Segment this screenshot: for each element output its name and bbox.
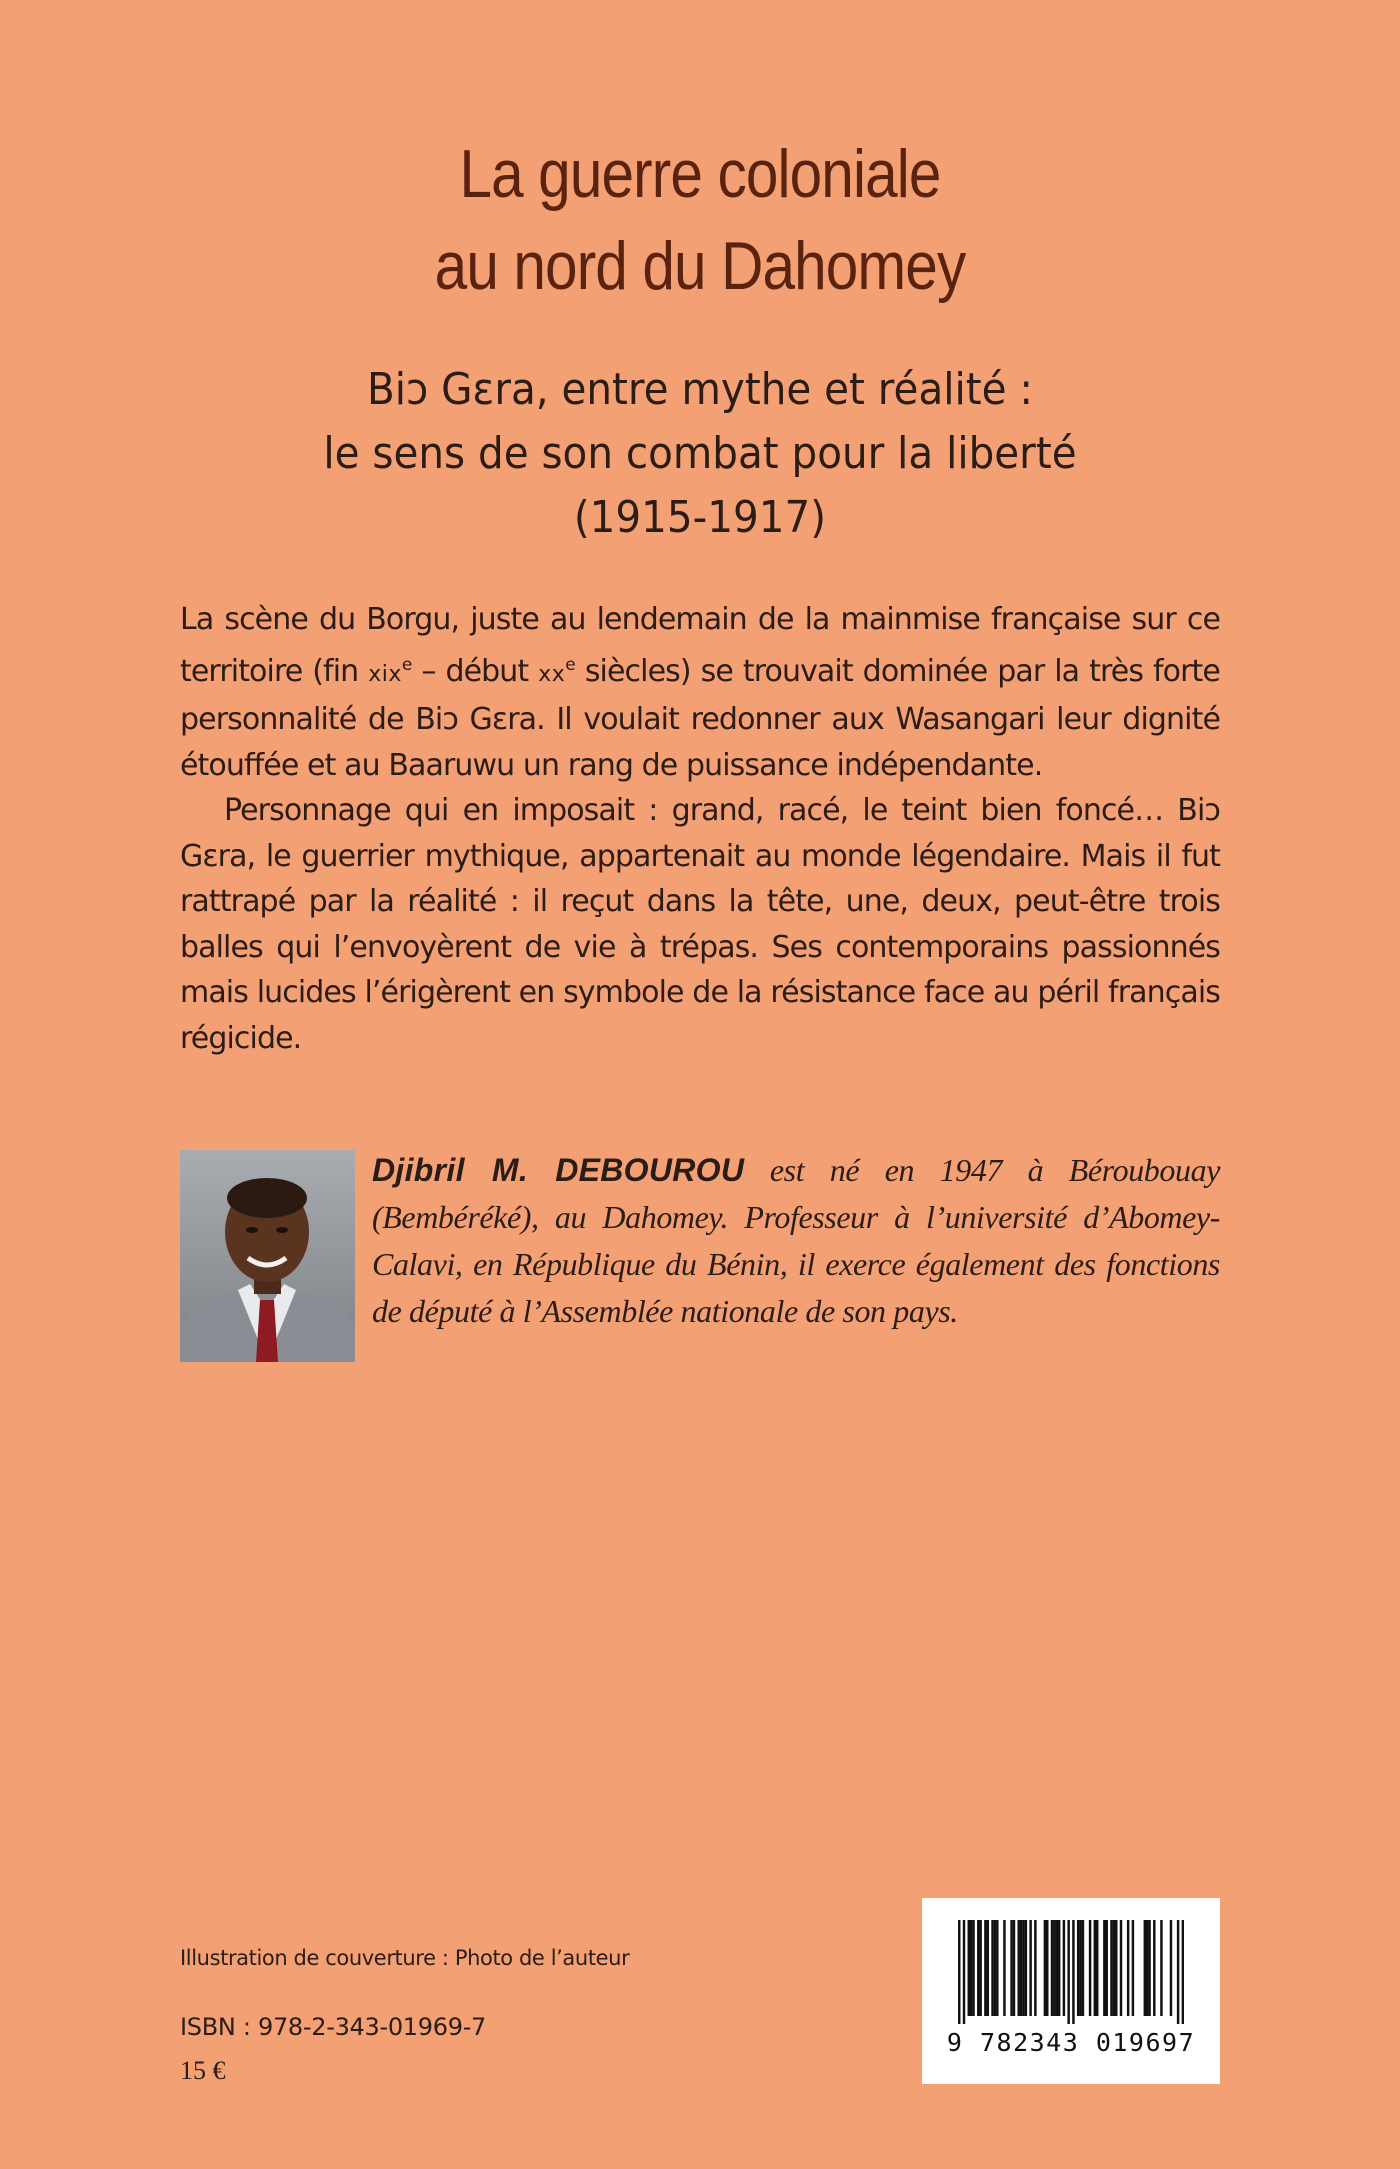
century-19-sup: e	[401, 654, 412, 675]
barcode-digits: 9 782343 019697	[946, 2028, 1196, 2057]
century-20-sup: e	[565, 654, 575, 675]
blurb-p1-text-c: siècles) se trouvait dominée par la très forte personnalité de Biɔ Gɛra. Il voulait redonner aux Wasangari leur dignité étouffée et au Baaruwu un rang de puissance indépendante.	[180, 653, 1220, 783]
century-19-smallcaps: xix	[368, 661, 402, 687]
author-portrait-icon	[180, 1150, 355, 1362]
author-portrait-photo	[180, 1150, 355, 1362]
subtitle-line-3: (1915-1917)	[573, 492, 827, 543]
blurb-paragraph-1	[180, 597, 1220, 788]
isbn-number: ISBN : 978-2-343-01969-7	[180, 2013, 487, 2041]
title-line-2: au nord du Dahomey	[434, 228, 966, 304]
barcode-bars-icon	[958, 1920, 1184, 2024]
book-title	[98, 128, 1302, 312]
blurb-paragraph-2: Personnage qui en imposait : grand, racé, le teint bien foncé… Biɔ Gɛra, le guerrier mythique, appartenait au monde légendaire. Mais il fut rattrapé par la réalité : il reçut dans la tête, une, deux, peut-être trois balles qui l’envoyèrent de vie à trépas. Ses contemporains passionnés mais lucides l’érigèrent en symbole de la résistance face au péril français régicide.	[180, 793, 1220, 1056]
book-subtitle	[56, 358, 1344, 550]
subtitle-line-1: Biɔ Gɛra, entre mythe et réalité :	[366, 364, 1034, 415]
title-line-1: La guerre coloniale	[459, 136, 941, 212]
author-name: Djibril M. DEBOUROU	[372, 1152, 745, 1188]
book-price: 15 €	[180, 2056, 226, 2085]
author-bio-text: est né en 1947 à Béroubouay (Bembéréké), au Dahomey. Professeur à l’université d’Abomey-Calavi, en République du Bénin, il exerce également des fonctions de député à l’Assemblée nationale de son pays.	[372, 1152, 1220, 1329]
subtitle-line-2: le sens de son combat pour la liberté	[323, 428, 1077, 479]
century-20-smallcaps: xx	[538, 661, 566, 687]
barcode	[922, 1898, 1220, 2084]
author-bio	[372, 1147, 1220, 1335]
blurb-p1-text-a: La scène du Borgu, juste au lendemain de la mainmise française sur ce territoire (fin	[180, 602, 1220, 689]
blurb-p1-text-b: – début	[411, 653, 539, 689]
cover-illustration-credit: Illustration de couverture : Photo de l’auteur	[180, 1946, 630, 1970]
back-cover-blurb	[180, 597, 1220, 1061]
